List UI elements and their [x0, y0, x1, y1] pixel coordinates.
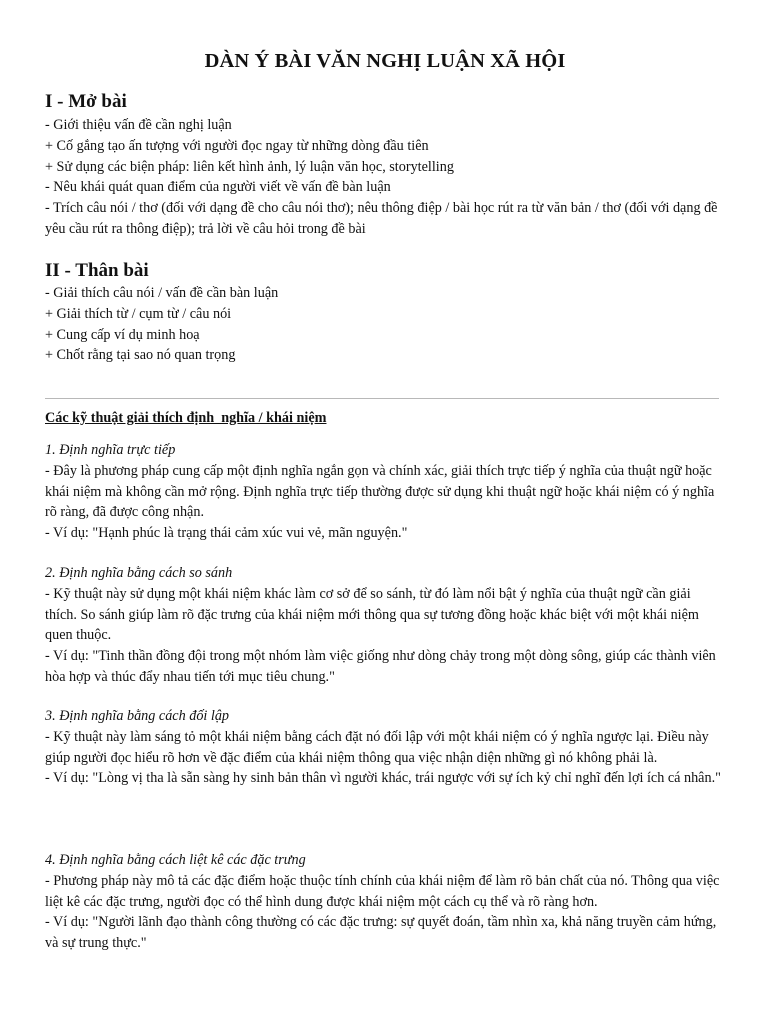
technique-title: 1. Định nghĩa trực tiếp [45, 442, 176, 458]
list-item: + Giải thích từ / cụm từ / câu nói [45, 305, 232, 322]
document-title: DÀN Ý BÀI VĂN NGHỊ LUẬN XÃ HỘI [204, 50, 566, 72]
technique-block-3 [45, 706, 721, 789]
list-item: - Trích câu nói / thơ (đối với dạng đề cho câu nói thơ); nêu thông điệp / bài học rút ra từ văn bản / thơ (đối với dạng đề yêu cầu rút ra thông điệp); trả lời về câu hỏi trong đề bài [45, 200, 718, 237]
list-item: + Cố gắng tạo ấn tượng với người đọc ngay từ những dòng đầu tiên [45, 137, 429, 154]
technique-description: - Đây là phương pháp cung cấp một định nghĩa ngắn gọn và chính xác, giải thích trực tiếp ý nghĩa của thuật ngữ hoặc khái niệm mà không cần mở rộng. Định nghĩa trực tiếp thường được sử dụng khi thuật ngữ hoặc khái niệm có ý nghĩa rõ ràng, đã được công nhận. [45, 462, 715, 521]
section-mo-bai-lines [45, 115, 721, 240]
technique-description: - Phương pháp này mô tả các đặc điểm hoặc thuộc tính chính của khái niệm để làm rõ bản chất của nó. Thông qua việc liệt kê các đặc trưng, người đọc có thể hình dung được khái niệm một cách cụ thể và rõ ràng hơn. [45, 872, 720, 910]
list-item: + Chốt rằng tại sao nó quan trọng [45, 347, 236, 364]
technique-title: 4. Định nghĩa bằng cách liệt kê các đặc trưng [45, 852, 306, 868]
technique-description: - Kỹ thuật này sử dụng một khái niệm khác làm cơ sở để so sánh, từ đó làm nổi bật ý nghĩa của thuật ngữ cần giải thích. So sánh giúp làm rõ đặc trưng của khái niệm mới thông qua sự tương đồng hoặc khác biệt với một khái niệm quen thuộc. [45, 585, 699, 644]
technique-example: - Ví dụ: "Tinh thần đồng đội trong một nhóm làm việc giống như dòng chảy trong một dòng sông, giúp các thành viên hòa hợp và thúc đẩy nhau tiến tới mục tiêu chung." [45, 648, 716, 685]
technique-title: 3. Định nghĩa bằng cách đối lập [45, 708, 230, 724]
list-item: + Sử dụng các biện pháp: liên kết hình ảnh, lý luận văn học, storytelling [45, 158, 454, 175]
horizontal-divider [45, 398, 719, 399]
list-item: - Giải thích câu nói / vấn đề cần bàn luận [45, 285, 279, 301]
list-item: - Nêu khái quát quan điểm của người viết về vấn đề bàn luận [45, 179, 391, 196]
techniques-heading: Các kỹ thuật giải thích định nghĩa / khái niệm [45, 410, 327, 426]
technique-block-4 [45, 850, 721, 954]
technique-block-1 [45, 440, 721, 544]
technique-description: - Kỹ thuật này làm sáng tỏ một khái niệm bằng cách đặt nó đối lập với một khái niệm có ý nghĩa ngược lại. Điều này giúp người đọc hiểu rõ hơn về đặc điểm của khái niệm thông qua việc nhận diện những gì nó không phải là. [45, 728, 709, 766]
technique-example: - Ví dụ: "Hạnh phúc là trạng thái cảm xúc vui vẻ, mãn nguyện." [45, 525, 408, 542]
technique-block-2 [45, 563, 721, 688]
technique-title: 2. Định nghĩa bằng cách so sánh [45, 565, 233, 581]
section-heading-than-bai: II - Thân bài [45, 260, 149, 281]
section-than-bai-lines [45, 283, 721, 366]
technique-example: - Ví dụ: "Lòng vị tha là sẵn sàng hy sinh bản thân vì người khác, trái ngược với sự ích kỷ chỉ nghĩ đến lợi ích cá nhân." [45, 770, 721, 787]
list-item: - Giới thiệu vấn đề cần nghị luận [45, 117, 232, 133]
technique-example: - Ví dụ: "Người lãnh đạo thành công thường có các đặc trưng: sự quyết đoán, tầm nhìn xa, khả năng truyền cảm hứng, và sự trung thực." [45, 914, 717, 952]
section-heading-mo-bai: I - Mở bài [45, 91, 127, 112]
list-item: + Cung cấp ví dụ minh hoạ [45, 326, 200, 343]
